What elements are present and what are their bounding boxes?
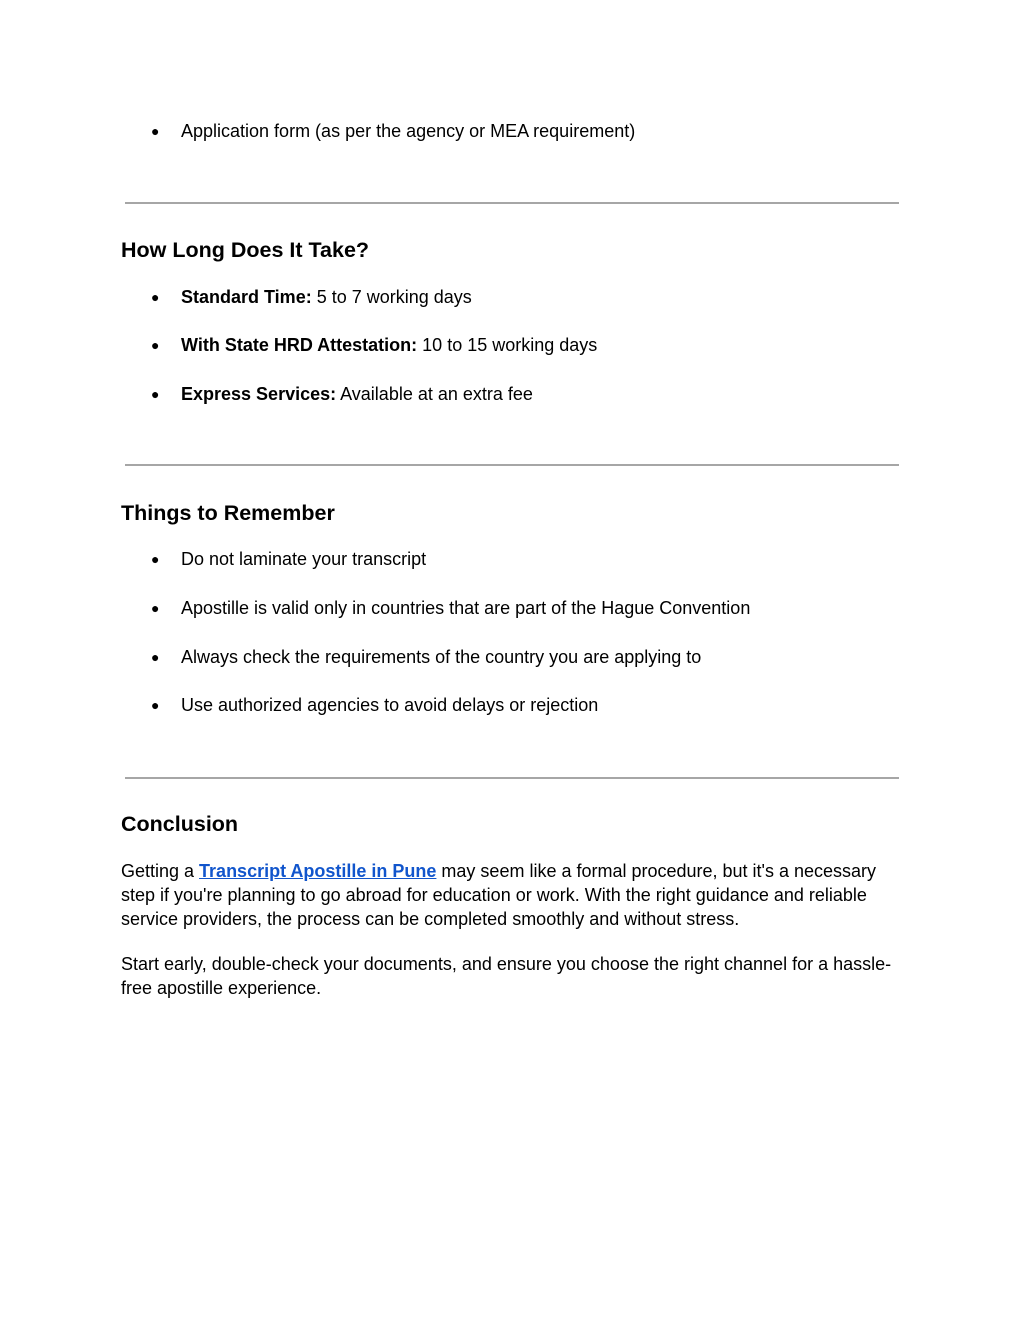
bullet-icon: ●	[151, 697, 160, 713]
list-item	[151, 646, 701, 668]
bullet-icon: ●	[151, 600, 160, 616]
list-item	[151, 383, 533, 405]
list-item-text: Application form (as per the agency or MEA requirement)	[181, 121, 636, 141]
bullet-icon: ●	[151, 649, 160, 665]
list-item-text: Always check the requirements of the country you are applying to	[181, 647, 702, 667]
list-item-text: Apostille is valid only in countries that are part of the Hague Convention	[181, 598, 751, 618]
horizontal-divider	[125, 202, 899, 204]
list-item	[151, 286, 472, 308]
paragraph-text: may seem like a formal procedure, but it's a necessary step if you're planning to go abroad for education or work. With the right guidance and reliable service providers, the process can be completed smoothly and without stress.	[121, 861, 877, 929]
conclusion-paragraph	[121, 859, 911, 931]
bullet-icon: ●	[151, 551, 160, 567]
item-text: Available at an extra fee	[336, 384, 533, 404]
item-label: With State HRD Attestation:	[181, 335, 418, 355]
horizontal-divider	[125, 464, 899, 466]
section-heading-conclusion: Conclusion	[121, 812, 239, 836]
list-item	[151, 334, 597, 356]
bullet-icon: ●	[151, 386, 160, 402]
section-heading-duration: How Long Does It Take?	[121, 238, 370, 262]
item-label: Standard Time:	[181, 287, 312, 307]
item-text: 5 to 7 working days	[311, 287, 472, 307]
closing-paragraph: Start early, double-check your documents, and ensure you choose the right channel for a hassle-free apostille experience.	[121, 954, 892, 998]
paragraph-text: Getting a	[121, 861, 200, 881]
list-item-text: Do not laminate your transcript	[181, 549, 427, 569]
item-label: Express Services:	[181, 384, 337, 404]
bullet-icon: ●	[151, 337, 160, 353]
bullet-icon: ●	[151, 289, 160, 305]
list-item	[151, 597, 750, 619]
item-text: 10 to 15 working days	[417, 335, 598, 355]
list-item	[151, 694, 598, 716]
list-item	[151, 120, 635, 142]
section-heading-remember: Things to Remember	[121, 501, 335, 525]
list-item-text: Use authorized agencies to avoid delays or rejection	[181, 695, 599, 715]
list-item	[151, 548, 426, 570]
bullet-icon: ●	[151, 123, 160, 139]
horizontal-divider	[125, 777, 899, 779]
transcript-apostille-link[interactable]: Transcript Apostille in Pune	[199, 861, 437, 881]
